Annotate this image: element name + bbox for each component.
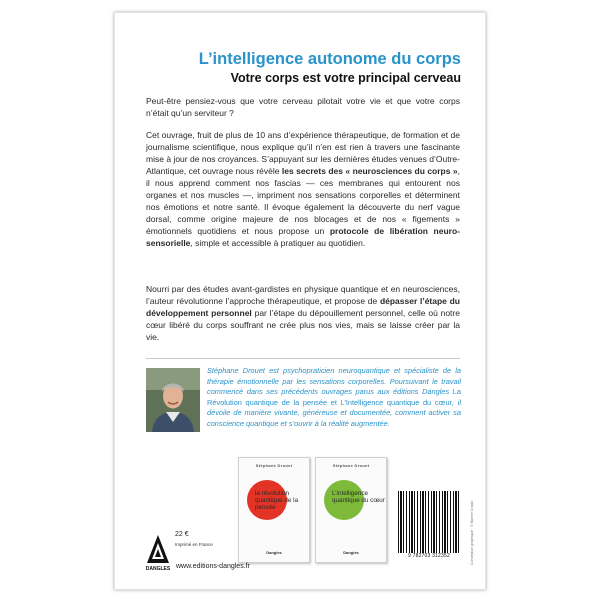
dangles-logo-icon [145,533,171,573]
intro-paragraph: Peut-être pensiez-vous que votre cerveau pilotait votre vie et que votre corps n’était qu’un serviteur ? [146,96,460,118]
description-bold-1: les secrets des « neurosciences du corps » [281,166,458,176]
book1-author: Stéphane Drouet [255,463,293,468]
book2-publisher: Dangles [343,550,359,555]
book1-publisher: Dangles [266,550,282,555]
description-bold-2: protocole de libération neuro-sensorielle [146,226,460,248]
description-text-3: , simple et accessible à pratiquer au quotidien. [190,238,366,248]
author-bio-titles: La Révolution quantique de la pensée et L’Intelligence quantique du cœur [207,387,461,407]
book2-title: L’intelligence quantique du cœur [332,490,385,505]
price: 22 € [175,531,189,538]
book-back-cover [114,12,486,590]
previous-book-2 [315,457,387,563]
description-text-1: Cet ouvrage, fruit de plus de 10 ans d’expérience thérapeutique, de formation et de journalisme scientifique, nous explique qu’il n’en est rien à travers une fascinante mise à jour de nos croyances. S’appuyant sur les dernières études venues d’Outre-Atlantique, cet ouvrage nous révèle [146,130,460,176]
barcode-bars [398,491,460,553]
closing-text-1: Nourri par des études avant-gardistes en physique quantique et en neurosciences, l’auteur révolutionne l’approche thérapeutique, et propose de [146,284,460,306]
description-text-2: , il nous apprend comment nos fascias — ces membranes qui entourent nos organes et nos muscles —, impriment nos sensations corporelles et déterminent nos émotions et notre santé. Il évoque également la découverte du nerf vague dorsal, comme origine majeure de nos blocages et de nos « figements » émotionnels quotidiens et nous propose un [146,166,460,236]
cover-subtitle: Votre corps est votre principal cerveau [230,71,461,85]
book2-author: Stéphane Drouet [332,463,370,468]
author-bio-text-2: , il dévoile de manière vivante, généreuse et documentée, comment activer sa conscience quantique et s’ouvrir à la réalité augmentée. [207,397,461,428]
author-bio-text-1: Stéphane Drouet est psychopraticien neuroquantique et spécialiste de la thérapie émotionnelle par les sensations corporelles. Poursuivant le travail commencé dans ses précédents ouvrages parus aux éditions Dangles [207,366,461,397]
cover-title: L’intelligence autonome du corps [198,50,461,68]
closing-bold: dépasser l’étape du développement personnel [146,296,460,318]
closing-text-2: par l’étape du dépouillement personnel, celle où notre cœur libéré du corps souffrant ne crée plus nos vies, mais se laisse créer par la vie. [146,308,460,342]
publisher-website: www.editions-dangles.fr [176,563,250,570]
description-paragraph [146,129,460,249]
section-divider [146,358,460,359]
closing-paragraph [146,283,460,343]
author-bio [207,366,461,430]
printed-in: Imprimé en France [175,542,213,547]
isbn-barcode [394,491,464,563]
barcode-number: 9 782703 312352 [408,553,450,559]
logo-text: DANGLES [145,566,171,572]
author-photo [146,368,200,432]
previous-book-1 [238,457,310,563]
design-credit: Conception graphique : © Marine Crapio [470,500,474,565]
author-portrait-icon [146,368,200,432]
book1-title: la révolution quantique de la pensée [255,490,299,512]
